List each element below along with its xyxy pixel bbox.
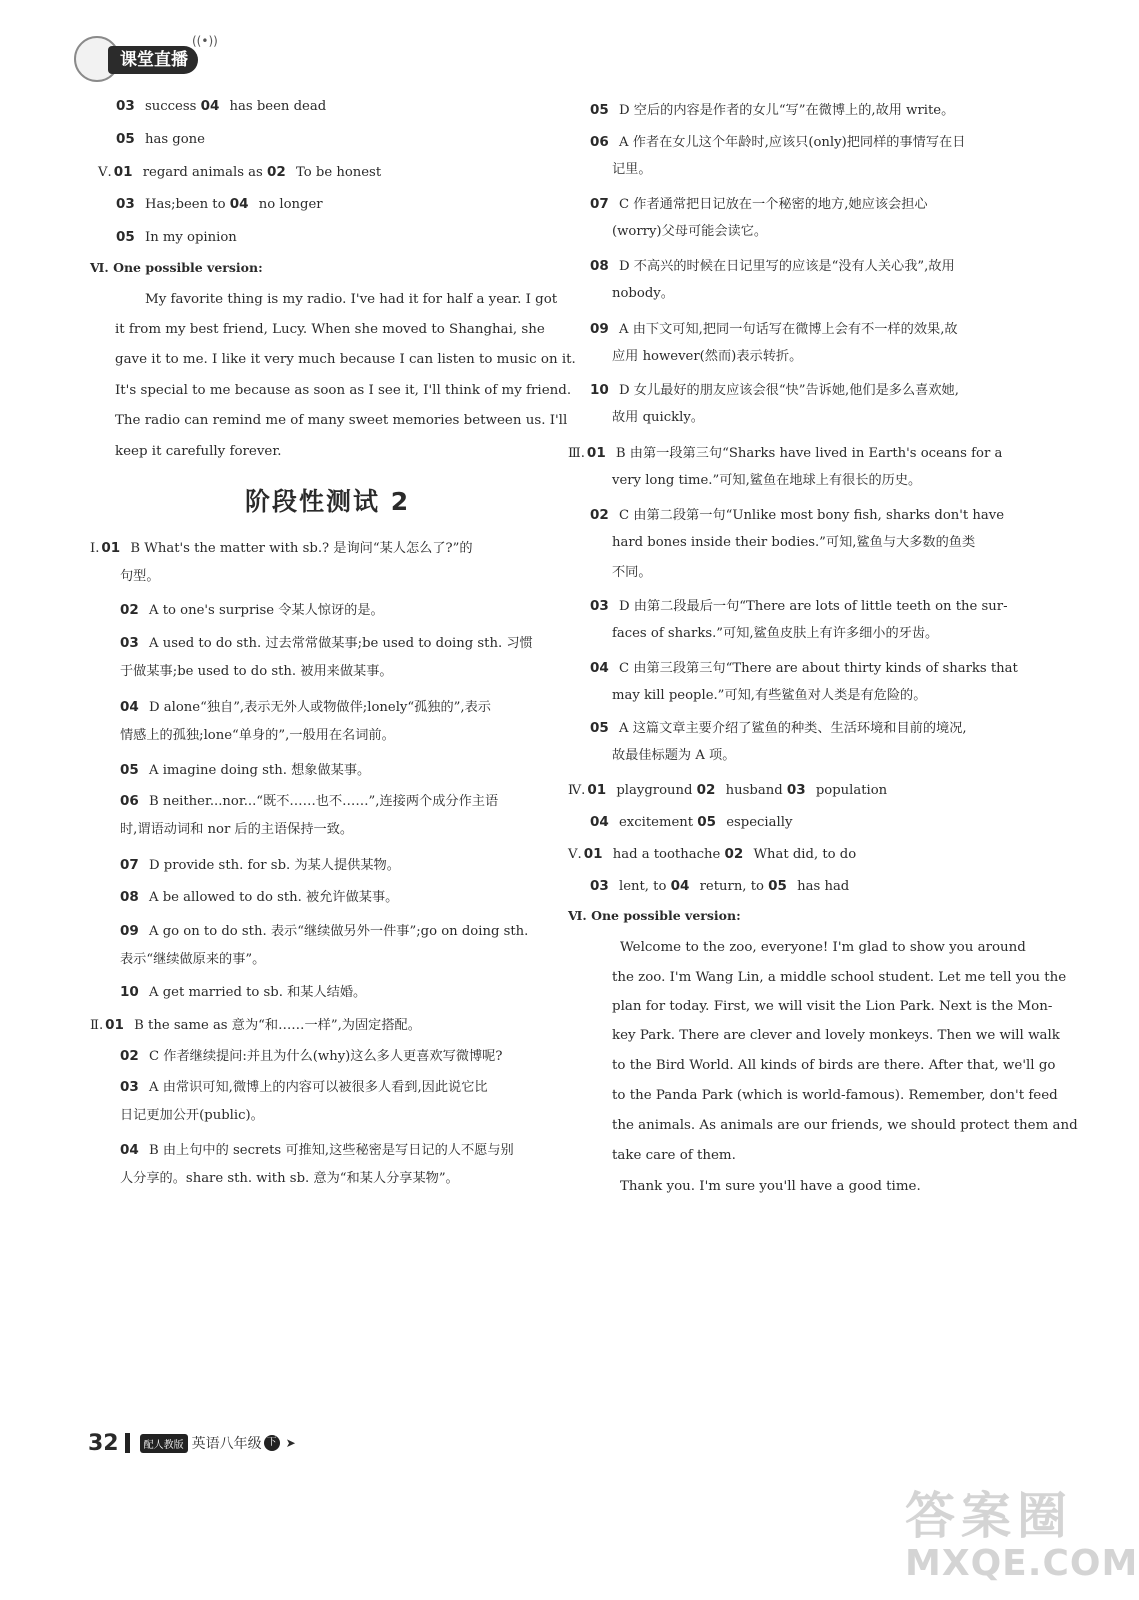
essay-line: it from my best friend, Lucy. When she moved to Shanghai, she <box>115 322 545 337</box>
answer-text: A imagine doing sth. 想象做某事。 <box>144 763 371 778</box>
question-number: 08 <box>120 889 139 905</box>
question-number: 03 <box>120 635 139 651</box>
answer-item <box>590 319 958 340</box>
answer-text: excitement <box>614 815 698 830</box>
answer-item <box>120 791 498 812</box>
answer-continuation: 不同。 <box>612 565 652 580</box>
essay-line: take care of them. <box>612 1148 736 1163</box>
answer-text: especially <box>722 815 793 830</box>
question-number: 01 <box>583 846 603 862</box>
question-number: 05 <box>116 229 135 245</box>
answer-text: had a toothache <box>608 847 725 862</box>
answer-text: return, to <box>695 879 769 894</box>
watermark <box>905 1487 1139 1588</box>
answer-item <box>120 600 384 621</box>
question-number: 03 <box>786 782 806 798</box>
answer-continuation: nobody。 <box>612 286 674 301</box>
answer-text: What did, to do <box>749 847 857 862</box>
answer-continuation: 应用 however(然而)表示转折。 <box>612 349 803 364</box>
answer-text: C 作者继续提问:并且为什么(why)这么多人更喜欢写微博呢? <box>144 1049 503 1064</box>
section-numeral: Ⅲ. <box>568 446 585 461</box>
answer-continuation: 情感上的孤独;lone“单身的”,一般用在名词前。 <box>120 728 395 743</box>
answer-text: B What's the matter with sb.? 是询问“某人怎么了?”的 <box>126 541 473 556</box>
answer-item <box>590 194 928 215</box>
question-number: 02 <box>120 602 139 618</box>
answer-continuation: hard bones inside their bodies.”可知,鲨鱼与大多数的鱼类 <box>612 535 976 550</box>
version-heading: Ⅵ. One possible version: <box>90 260 263 275</box>
answer-continuation: 记里。 <box>612 162 652 177</box>
essay-line: to the Bird World. All kinds of birds are there. After that, we'll go <box>612 1058 1056 1073</box>
answer-text: D 女儿最好的朋友应该会很“快”告诉她,他们是多么喜欢她, <box>614 383 959 398</box>
question-number: 05 <box>116 131 135 147</box>
term-badge: 下 <box>264 1435 280 1451</box>
section-title: 阶段性测试 2 <box>245 487 411 516</box>
answer-text: has gone <box>140 132 205 147</box>
answer-item <box>120 1140 514 1161</box>
grade-label: 英语八年级 <box>191 1436 262 1452</box>
answer-text: husband <box>721 783 787 798</box>
answer-text: A 由下文可知,把同一句话写在微博上会有不一样的效果,故 <box>614 322 958 337</box>
answer-item <box>590 718 967 739</box>
broadcast-icon: ((•)) <box>192 34 218 48</box>
answer-text: C 由第三段第三句“There are about thirty kinds of sharks that <box>614 661 1018 676</box>
page-number: 32 <box>88 1430 119 1456</box>
question-number: 04 <box>200 98 220 114</box>
answer-text: B neither...nor...“既不……也不……”,连接两个成分作主语 <box>144 794 499 809</box>
question-number: 09 <box>120 923 139 939</box>
section-numeral: Ⅰ. <box>90 541 100 556</box>
answer-text: playground <box>612 783 697 798</box>
question-number: 03 <box>116 196 135 212</box>
question-number: 02 <box>120 1048 139 1064</box>
question-number: 10 <box>590 382 609 398</box>
watermark-top: 答案圈 <box>905 1487 1073 1545</box>
question-number: 10 <box>120 984 139 1000</box>
essay-line: to the Panda Park (which is world-famous). Remember, don't feed <box>612 1088 1058 1103</box>
answer-text: A 作者在女儿这个年龄时,应该只(only)把同样的事情写在日 <box>614 135 966 150</box>
essay-line: Welcome to the zoo, everyone! I'm glad to show you around <box>620 940 1026 955</box>
question-number: 09 <box>590 321 609 337</box>
answer-continuation: (worry)父母可能会读它。 <box>612 224 768 239</box>
question-number: 02 <box>267 164 286 180</box>
version-heading: Ⅵ. One possible version: <box>568 908 741 923</box>
answer-item <box>90 538 473 559</box>
question-number: 04 <box>590 814 609 830</box>
question-number: 01 <box>113 164 133 180</box>
answer-text: B the same as 意为“和……一样”,为固定搭配。 <box>129 1018 421 1033</box>
answer-continuation: faces of sharks.”可知,鲨鱼皮肤上有许多细小的牙齿。 <box>612 626 939 641</box>
question-number: 05 <box>120 762 139 778</box>
answer-continuation: 表示“继续做原来的事”。 <box>120 952 266 967</box>
section-numeral: Ⅴ. <box>568 847 582 862</box>
question-number: 06 <box>120 793 139 809</box>
answer-text: In my opinion <box>140 230 237 245</box>
answer-text: A 这篇文章主要介绍了鲨鱼的种类、生活环境和目前的境况, <box>614 721 967 736</box>
question-number: 06 <box>590 134 609 150</box>
answer-text: C 作者通常把日记放在一个秘密的地方,她应该会担心 <box>614 197 928 212</box>
answer-text: D 空后的内容是作者的女儿“写”在微博上的,故用 write。 <box>614 103 955 118</box>
answer-text: has had <box>792 879 850 894</box>
footer-divider <box>125 1433 130 1453</box>
question-number: 02 <box>724 846 744 862</box>
essay-line: plan for today. First, we will visit the Lion Park. Next is the Mon- <box>612 999 1053 1014</box>
answer-text: lent, to <box>614 879 671 894</box>
question-number: 03 <box>590 598 609 614</box>
answer-line <box>116 96 326 117</box>
answer-text: To be honest <box>291 165 382 180</box>
answer-continuation: 故最佳标题为 A 项。 <box>612 748 736 763</box>
header-logo <box>74 34 234 84</box>
answer-text: C 由第二段第一句“Unlike most bony fish, sharks don't have <box>614 508 1004 523</box>
question-number: 04 <box>229 196 249 212</box>
question-number: 04 <box>670 878 690 894</box>
answer-line <box>116 194 323 215</box>
question-number: 04 <box>120 1142 139 1158</box>
essay-line: the zoo. I'm Wang Lin, a middle school student. Let me tell you the <box>612 970 1067 985</box>
answer-text: A go on to do sth. 表示“继续做另外一件事”;go on doing sth. <box>144 924 529 939</box>
answer-text: Has;been to <box>140 197 230 212</box>
answer-text: B 由第一段第三句“Sharks have lived in Earth's oceans for a <box>611 446 1003 461</box>
answer-line <box>98 162 381 183</box>
answer-line <box>116 227 237 248</box>
answer-item <box>90 1015 421 1036</box>
answer-continuation: 句型。 <box>120 569 160 584</box>
essay-line: gave it to me. I like it very much because I can listen to music on it. <box>115 352 576 367</box>
answer-text: regard animals as <box>138 165 267 180</box>
answer-line <box>590 812 792 833</box>
question-number: 07 <box>120 857 139 873</box>
answer-line <box>590 876 849 897</box>
question-number: 01 <box>105 1017 124 1033</box>
question-number: 08 <box>590 258 609 274</box>
answer-continuation: 日记更加公开(public)。 <box>120 1108 264 1123</box>
answer-text: A to one's surprise 令某人惊讶的是。 <box>144 603 384 618</box>
question-number: 05 <box>590 102 609 118</box>
question-number: 02 <box>590 507 609 523</box>
arrow-icon: ➤ <box>285 1436 296 1450</box>
answer-text: has been dead <box>225 99 327 114</box>
answer-line <box>568 780 887 801</box>
answer-item <box>120 982 366 1003</box>
answer-text: population <box>811 783 888 798</box>
answer-item <box>120 855 400 876</box>
answer-continuation: 于做某事;be used to do sth. 被用来做某事。 <box>120 664 393 679</box>
answer-item <box>120 760 370 781</box>
answer-item <box>120 1046 502 1067</box>
essay-line: key Park. There are clever and lovely monkeys. Then we will walk <box>612 1028 1060 1043</box>
essay-line: It's special to me because as soon as I see it, I'll think of my friend. <box>115 383 572 398</box>
answer-text: D provide sth. for sb. 为某人提供某物。 <box>144 858 400 873</box>
question-number: 02 <box>696 782 716 798</box>
answer-text: success <box>140 99 201 114</box>
answer-item <box>590 256 955 277</box>
essay-line: keep it carefully forever. <box>115 444 282 459</box>
answer-continuation: 时,谓语动词和 nor 后的主语保持一致。 <box>120 822 354 837</box>
answer-line <box>116 129 205 150</box>
answer-item <box>120 921 528 942</box>
answer-text: D 由第二段最后一句“There are lots of little teeth on the sur- <box>614 599 1008 614</box>
answer-item <box>590 505 1004 526</box>
essay-line: Thank you. I'm sure you'll have a good time. <box>620 1179 921 1194</box>
answer-continuation: very long time.”可知,鲨鱼在地球上有很长的历史。 <box>612 473 922 488</box>
essay-line: My favorite thing is my radio. I've had it for half a year. I got <box>145 292 558 307</box>
answer-text: A 由常识可知,微博上的内容可以被很多人看到,因此说它比 <box>144 1080 488 1095</box>
question-number: 03 <box>116 98 135 114</box>
essay-line: The radio can remind me of many sweet memories between us. I'll <box>115 413 568 428</box>
answer-text: B 由上句中的 secrets 可推知,这些秘密是写日记的人不愿与别 <box>144 1143 514 1158</box>
page-footer <box>88 1428 296 1458</box>
question-number: 05 <box>768 878 787 894</box>
answer-item <box>120 633 533 654</box>
question-number: 01 <box>101 540 121 556</box>
question-number: 01 <box>587 782 607 798</box>
answer-text: D alone“独自”,表示无外人或物做伴;lonely“孤独的”,表示 <box>144 700 491 715</box>
section-numeral: Ⅳ. <box>568 783 586 798</box>
question-number: 07 <box>590 196 609 212</box>
answer-item <box>590 380 959 401</box>
section-numeral: Ⅱ. <box>90 1018 104 1033</box>
question-number: 03 <box>120 1079 139 1095</box>
answer-text: no longer <box>254 197 323 212</box>
answer-item <box>120 697 491 718</box>
question-number: 01 <box>586 445 606 461</box>
logo-text: 课堂直播 <box>108 46 198 74</box>
answer-line <box>568 844 856 865</box>
essay-line: the animals. As animals are our friends, we should protect them and <box>612 1118 1078 1133</box>
answer-item <box>568 443 1002 464</box>
watermark-bottom: MXQE.COM <box>905 1543 1139 1584</box>
answer-continuation: 人分享的。share sth. with sb. 意为“和某人分享某物”。 <box>120 1171 459 1186</box>
answer-continuation: may kill people.”可知,有些鲨鱼对人类是有危险的。 <box>612 688 927 703</box>
question-number: 05 <box>697 814 717 830</box>
answer-text: A get married to sb. 和某人结婚。 <box>144 985 367 1000</box>
answer-text: A used to do sth. 过去常常做某事;be used to doing sth. 习惯 <box>144 636 533 651</box>
question-number: 04 <box>590 660 609 676</box>
answer-item <box>590 596 1008 617</box>
question-number: 05 <box>590 720 609 736</box>
edition-badge: 配人教版 <box>140 1434 188 1453</box>
answer-text: D 不高兴的时候在日记里写的应该是“没有人关心我”,故用 <box>614 259 955 274</box>
answer-item <box>120 1077 488 1098</box>
answer-continuation: 故用 quickly。 <box>612 410 704 425</box>
section-numeral: Ⅴ. <box>98 165 112 180</box>
answer-item <box>590 100 954 121</box>
answer-item <box>590 658 1018 679</box>
answer-item <box>120 887 398 908</box>
answer-item <box>590 132 965 153</box>
answer-text: A be allowed to do sth. 被允许做某事。 <box>144 890 399 905</box>
question-number: 04 <box>120 699 139 715</box>
question-number: 03 <box>590 878 609 894</box>
